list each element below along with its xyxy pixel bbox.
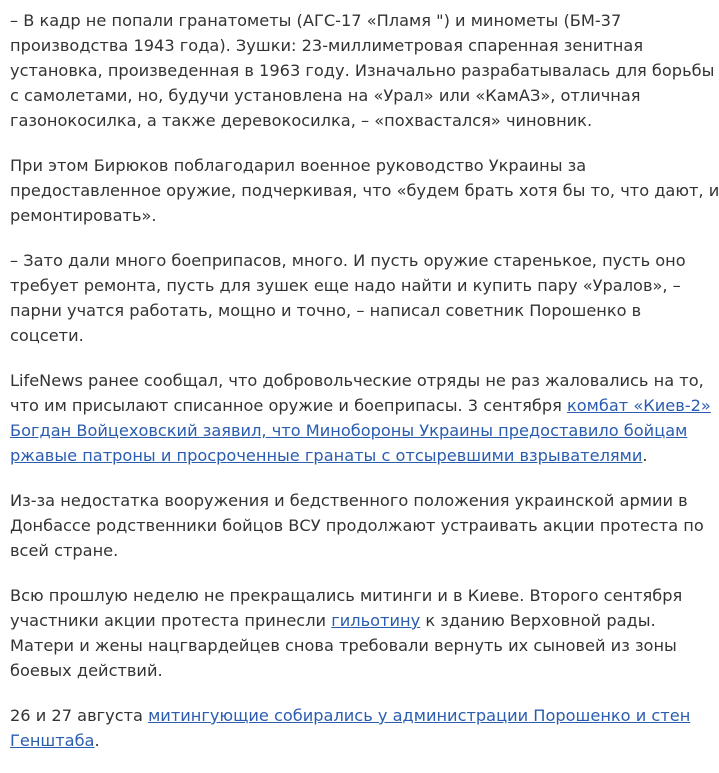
text-line: ремонтировать».: [10, 206, 157, 225]
text-line: [10, 393, 711, 418]
text-line: газонокосилка, а также деревокосилка, – «похвастался» чиновник.: [10, 111, 593, 130]
paragraph-1: [10, 8, 715, 133]
text-line: – Зато дали много боеприпасов, много. И пусть оружие старенькое, пусть оно: [10, 251, 686, 270]
text-line: парни учатся работать, мощно и точно, – написал советник Порошенко в: [10, 301, 642, 320]
text-line: соцсети.: [10, 326, 84, 345]
text-line: [10, 443, 690, 468]
paragraph-7: [10, 703, 690, 753]
protest-location-link[interactable]: митингующие собирались у администрации Порошенко и стен: [148, 706, 691, 725]
text-line: Донбассе родственники бойцов ВСУ продолжают устраивать акции протеста по: [10, 516, 704, 535]
text-line: предоставленное оружие, подчеркивая, что «будем брать хотя бы то, что дают, и: [10, 181, 719, 200]
text-run: что им присылают списанное оружие и боеприпасы. 3 сентября: [10, 396, 567, 415]
text-line: с самолетами, но, будучи установлена на «Урал» или «КамАЗ», отличная: [10, 86, 641, 105]
text-line: [10, 728, 690, 753]
kombat-statement-link[interactable]: Богдан Войцеховский заявил, что Минобороны Украины предоставило бойцам: [10, 421, 688, 440]
text-run: к зданию Верховной рады.: [420, 611, 656, 630]
kombat-statement-link[interactable]: комбат «Киев-2»: [566, 396, 711, 415]
text-line: производства 1943 года). Зушки: 23-миллиметровая спаренная зенитная: [10, 36, 644, 55]
text-run: участники акции протеста принесли: [10, 611, 332, 630]
paragraph-3: [10, 248, 690, 348]
text-run: .: [642, 446, 648, 465]
text-line: – В кадр не попали гранатометы (АГС-17 «Пламя ") и минометы (БМ-37: [10, 11, 622, 30]
text-run: 26 и 27 августа: [10, 706, 149, 725]
text-line: [10, 418, 690, 443]
guillotine-link[interactable]: гильотину: [331, 611, 421, 630]
paragraph-4: [10, 368, 711, 468]
paragraph-6: [10, 583, 690, 683]
text-line: Из-за недостатка вооружения и бедственного положения украинской армии в: [10, 491, 688, 510]
text-line: Матери и жены нацгвардейцев снова требовали вернуть их сыновей из зоны: [10, 636, 677, 655]
paragraph-5: [10, 488, 704, 563]
text-line: требует ремонта, пусть для зушек еще надо найти и купить пару «Уралов», –: [10, 276, 681, 295]
text-line: Всю прошлую неделю не прекращались митинги и в Киеве. Второго сентября: [10, 586, 683, 605]
kombat-statement-link[interactable]: ржавые патроны и просроченные гранаты с отсыревшими взрывателями: [10, 446, 643, 465]
text-line: установка, произведенная в 1963 году. Изначально разрабатывалась для борьбы: [10, 61, 715, 80]
protest-location-link[interactable]: Генштаба: [10, 731, 95, 750]
paragraph-2: [10, 153, 719, 228]
text-line: всей стране.: [10, 541, 119, 560]
article-body: [10, 8, 719, 773]
text-line: LifeNews ранее сообщал, что добровольческие отряды не раз жаловались на то,: [10, 371, 704, 390]
text-line: боевых действий.: [10, 661, 163, 680]
text-line: [10, 703, 690, 728]
text-line: При этом Бирюков поблагодарил военное руководство Украины за: [10, 156, 587, 175]
text-run: .: [94, 731, 100, 750]
text-line: [10, 608, 690, 633]
